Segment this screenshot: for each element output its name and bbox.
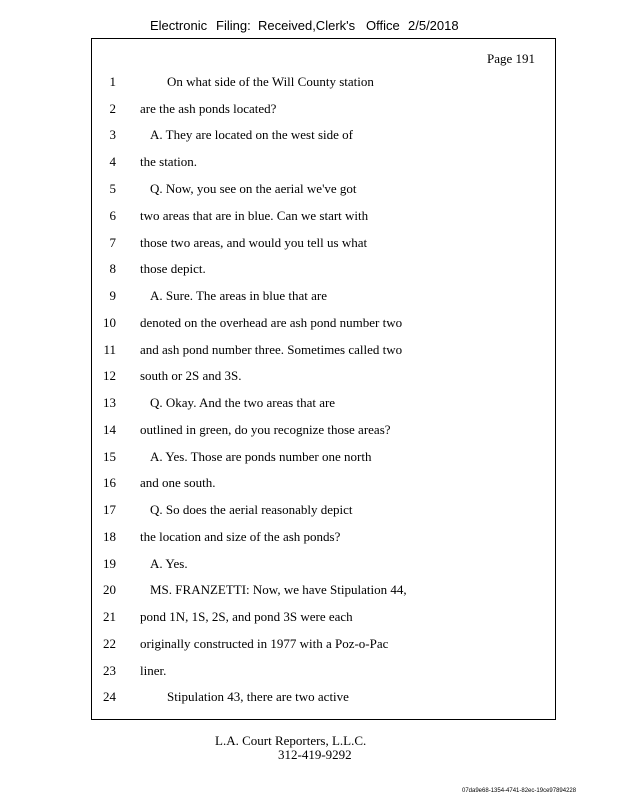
transcript-line — [92, 368, 555, 388]
line-text: the station. — [140, 154, 198, 169]
line-text: originally constructed in 1977 with a Poz-o-Pac — [140, 636, 389, 651]
stamp-word: Filing: — [216, 18, 251, 33]
line-text: those two areas, and would you tell us what — [140, 235, 368, 250]
line-number: 16 — [103, 475, 116, 490]
stamp-word: 2/5/2018 — [408, 18, 459, 33]
line-number: 24 — [103, 689, 116, 704]
line-text: liner. — [140, 663, 167, 678]
line-number: 7 — [109, 235, 116, 250]
stamp-word: Office — [366, 18, 400, 33]
line-number: 18 — [103, 529, 116, 544]
line-number: 10 — [103, 315, 116, 330]
line-text: denoted on the overhead are ash pond number two — [140, 315, 403, 330]
line-text: pond 1N, 1S, 2S, and pond 3S were each — [140, 609, 353, 624]
line-text: south or 2S and 3S. — [140, 368, 242, 383]
line-text: and ash pond number three. Sometimes called two — [140, 342, 403, 357]
line-number: 14 — [103, 422, 116, 437]
transcript-line — [92, 689, 555, 709]
line-text: MS. FRANZETTI: Now, we have Stipulation 44, — [150, 582, 407, 597]
line-text: outlined in green, do you recognize those areas? — [140, 422, 391, 437]
transcript-line — [92, 342, 555, 362]
line-text: the location and size of the ash ponds? — [140, 529, 341, 544]
line-number: 19 — [103, 556, 116, 571]
line-text: are the ash ponds located? — [140, 101, 277, 116]
line-number: 13 — [103, 395, 116, 410]
transcript-line — [92, 101, 555, 121]
company-phone: 312-419-9292 — [278, 747, 352, 762]
line-text: On what side of the Will County station — [167, 74, 374, 89]
filing-stamp — [0, 18, 618, 36]
transcript-line — [92, 74, 555, 94]
transcript-line — [92, 235, 555, 255]
line-number: 20 — [103, 582, 116, 597]
line-number: 2 — [109, 101, 116, 116]
transcript-line — [92, 261, 555, 281]
line-number: 21 — [103, 609, 116, 624]
line-number: 4 — [109, 154, 116, 169]
transcript-line — [92, 449, 555, 469]
line-text: and one south. — [140, 475, 216, 490]
line-number: 5 — [109, 181, 116, 196]
transcript-line — [92, 208, 555, 228]
line-number: 15 — [103, 449, 116, 464]
transcript-line — [92, 127, 555, 147]
line-number: 22 — [103, 636, 116, 651]
line-number: 11 — [103, 342, 116, 357]
transcript-line — [92, 315, 555, 335]
line-number: 12 — [103, 368, 116, 383]
transcript-line — [92, 154, 555, 174]
line-number: 6 — [109, 208, 116, 223]
transcript-line — [92, 475, 555, 495]
transcript-line — [92, 422, 555, 442]
line-number: 23 — [103, 663, 116, 678]
transcript-line — [92, 609, 555, 629]
transcript-line — [92, 395, 555, 415]
line-text: two areas that are in blue. Can we start with — [140, 208, 369, 223]
line-number: 9 — [109, 288, 116, 303]
line-number: 1 — [109, 74, 116, 89]
company-name: L.A. Court Reporters, L.L.C. — [215, 733, 367, 748]
transcript-line — [92, 288, 555, 308]
line-text: Q. Okay. And the two areas that are — [150, 395, 336, 410]
line-number: 17 — [103, 502, 116, 517]
line-text: A. Yes. Those are ponds number one north — [150, 449, 372, 464]
line-text: Q. So does the aerial reasonably depict — [150, 502, 353, 517]
line-text: those depict. — [140, 261, 206, 276]
line-text: A. They are located on the west side of — [150, 127, 353, 142]
stamp-word: Received,Clerk's — [258, 18, 356, 33]
line-number: 3 — [109, 127, 116, 142]
transcript-line — [92, 181, 555, 201]
document-hash: 07da9e68-1354-4741-82ec-19ce97894228 — [462, 788, 577, 794]
line-text: A. Sure. The areas in blue that are — [150, 288, 327, 303]
line-text: Stipulation 43, there are two active — [167, 689, 349, 704]
line-number: 8 — [109, 261, 116, 276]
stamp-word: Electronic — [150, 18, 208, 33]
transcript-page — [91, 38, 556, 720]
line-text: Q. Now, you see on the aerial we've got — [150, 181, 357, 196]
transcript-line — [92, 582, 555, 602]
transcript-line — [92, 556, 555, 576]
transcript-line — [92, 529, 555, 549]
transcript-line — [92, 636, 555, 656]
line-text: A. Yes. — [150, 556, 188, 571]
page-number: Page 191 — [486, 51, 535, 66]
transcript-line — [92, 663, 555, 683]
transcript-line — [92, 502, 555, 522]
